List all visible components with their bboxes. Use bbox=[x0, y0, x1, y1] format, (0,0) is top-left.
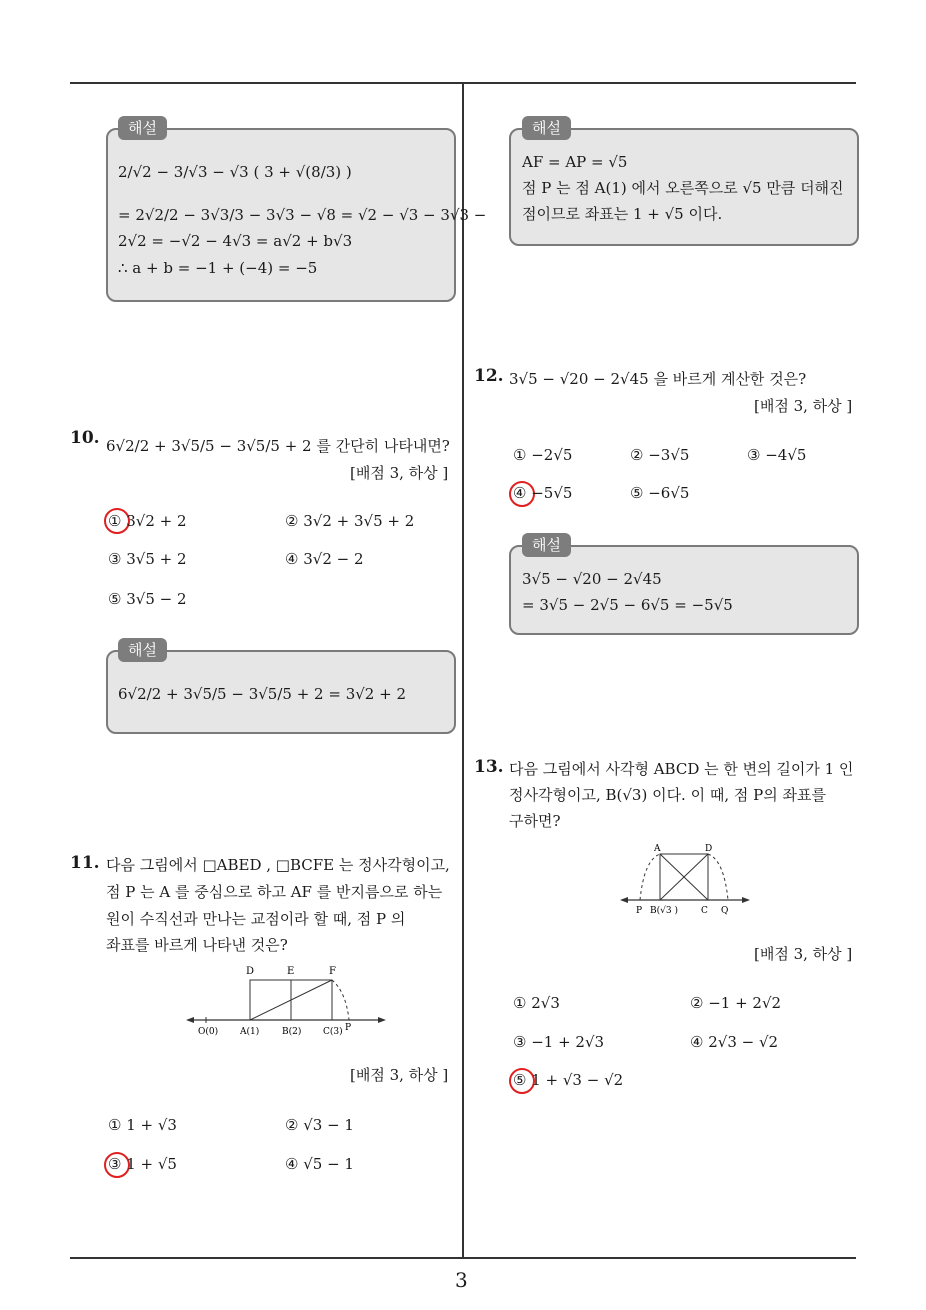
q10-option-5[interactable]: ⑤ 3√5 − 2 bbox=[108, 590, 187, 608]
fig11-label-a: A(1) bbox=[240, 1027, 260, 1037]
q12-text: 3√5 − √20 − 2√45 을 바르게 계산한 것은? bbox=[509, 370, 807, 388]
q12-option-2[interactable]: ② −3√5 bbox=[630, 446, 690, 464]
solution-tag-12: 해설 bbox=[522, 533, 571, 557]
fig11-label-p: P bbox=[345, 1023, 352, 1033]
fig11-label-f: F bbox=[329, 966, 336, 977]
q13-option-4[interactable]: ④ 2√3 − √2 bbox=[690, 1033, 779, 1051]
q11-line-4: 좌표를 바르게 나타낸 것은? bbox=[106, 936, 288, 954]
q12-option-5[interactable]: ⑤ −6√5 bbox=[630, 484, 690, 502]
q11-option-1[interactable]: ① 1 + √3 bbox=[108, 1116, 177, 1134]
q13-meta: [배점 3, 하상 ] bbox=[754, 945, 853, 963]
q10-option-2[interactable]: ② 3√2 + 3√5 + 2 bbox=[285, 512, 415, 530]
sol11-line-1: AF = AP = √5 bbox=[522, 153, 628, 171]
fig13-label-q: Q bbox=[721, 906, 729, 916]
sol11-line-2: 점 P 는 점 A(1) 에서 오른쪽으로 √5 만큼 더해진 bbox=[522, 179, 844, 197]
q10-option-1[interactable]: ① 3√2 + 2 bbox=[108, 512, 187, 530]
fig11-label-b: B(2) bbox=[282, 1027, 302, 1037]
q11-line-3: 원이 수직선과 만나는 교점이라 할 때, 점 P 의 bbox=[106, 910, 406, 928]
q11-number: 11. bbox=[70, 853, 100, 873]
sol10-line-1: 6√2/2 + 3√5/5 − 3√5/5 + 2 = 3√2 + 2 bbox=[118, 685, 406, 703]
q11-meta: [배점 3, 하상 ] bbox=[350, 1066, 449, 1084]
q13-option-1[interactable]: ① 2√3 bbox=[513, 994, 560, 1012]
q13-option-3[interactable]: ③ −1 + 2√3 bbox=[513, 1033, 605, 1051]
fig13-label-d: D bbox=[705, 844, 713, 854]
fig13-label-p: P bbox=[636, 906, 643, 916]
solution-box-12 bbox=[509, 545, 859, 635]
sol11-line-3: 점이므로 좌표는 1 + √5 이다. bbox=[522, 205, 723, 223]
q12-option-1[interactable]: ① −2√5 bbox=[513, 446, 573, 464]
q11-line-1: 다음 그림에서 □ABED , □BCFE 는 정사각형이고, bbox=[106, 856, 450, 874]
q11-option-3[interactable]: ③ 1 + √5 bbox=[108, 1155, 177, 1173]
q13-line-1: 다음 그림에서 사각형 ABCD 는 한 변의 길이가 1 인 bbox=[509, 760, 854, 778]
fig13-label-c: C bbox=[701, 906, 708, 916]
q10-meta: [배점 3, 하상 ] bbox=[350, 464, 449, 482]
q12-meta: [배점 3, 하상 ] bbox=[754, 397, 853, 415]
q13-option-2[interactable]: ② −1 + 2√2 bbox=[690, 994, 782, 1012]
column-divider bbox=[462, 84, 464, 1259]
q11-line-2: 점 P 는 A 를 중심으로 하고 AF 를 반지름으로 하는 bbox=[106, 883, 443, 901]
q11-figure bbox=[186, 962, 386, 1042]
fig11-label-d: D bbox=[246, 966, 255, 977]
solution-tag-10: 해설 bbox=[118, 638, 167, 662]
q13-line-3: 구하면? bbox=[509, 812, 561, 830]
sol9-line-2: = 2√2/2 − 3√3/3 − 3√3 − √8 = √2 − √3 − 3√3 − bbox=[118, 206, 487, 224]
fig11-label-c: C(3) bbox=[323, 1027, 343, 1037]
sol9-line-4: ∴ a + b = −1 + (−4) = −5 bbox=[118, 259, 318, 277]
q13-option-5[interactable]: ⑤ 1 + √3 − √2 bbox=[513, 1071, 624, 1089]
sol12-line-1: 3√5 − √20 − 2√45 bbox=[522, 570, 662, 588]
q13-figure bbox=[620, 840, 750, 920]
q13-line-2: 정사각형이고, B(√3) 이다. 이 때, 점 P의 좌표를 bbox=[509, 786, 826, 804]
q11-option-2[interactable]: ② √3 − 1 bbox=[285, 1116, 354, 1134]
q10-option-4[interactable]: ④ 3√2 − 2 bbox=[285, 550, 364, 568]
q10-number: 10. bbox=[70, 428, 100, 448]
fig11-label-e: E bbox=[287, 966, 295, 977]
sol9-line-3: 2√2 = −√2 − 4√3 = a√2 + b√3 bbox=[118, 232, 353, 250]
q10-text: 6√2/2 + 3√5/5 − 3√5/5 + 2 를 간단히 나타내면? bbox=[106, 437, 450, 455]
solution-tag-9: 해설 bbox=[118, 116, 167, 140]
bottom-rule bbox=[70, 1257, 856, 1259]
sol9-line-1: 2/√2 − 3/√3 − √3 ( 3 + √(8/3) ) bbox=[118, 163, 352, 181]
q12-option-4[interactable]: ④ −5√5 bbox=[513, 484, 573, 502]
q10-option-3[interactable]: ③ 3√5 + 2 bbox=[108, 550, 187, 568]
fig13-label-a: A bbox=[654, 844, 661, 854]
q12-number: 12. bbox=[474, 366, 504, 386]
solution-tag-11: 해설 bbox=[522, 116, 571, 140]
fig13-label-b: B(√3 ) bbox=[650, 906, 678, 916]
q13-number: 13. bbox=[474, 757, 504, 777]
fig11-label-o: O(0) bbox=[198, 1027, 219, 1037]
page-number: 3 bbox=[455, 1268, 468, 1292]
q12-option-3[interactable]: ③ −4√5 bbox=[747, 446, 807, 464]
sol12-line-2: = 3√5 − 2√5 − 6√5 = −5√5 bbox=[522, 596, 733, 614]
q11-option-4[interactable]: ④ √5 − 1 bbox=[285, 1155, 354, 1173]
